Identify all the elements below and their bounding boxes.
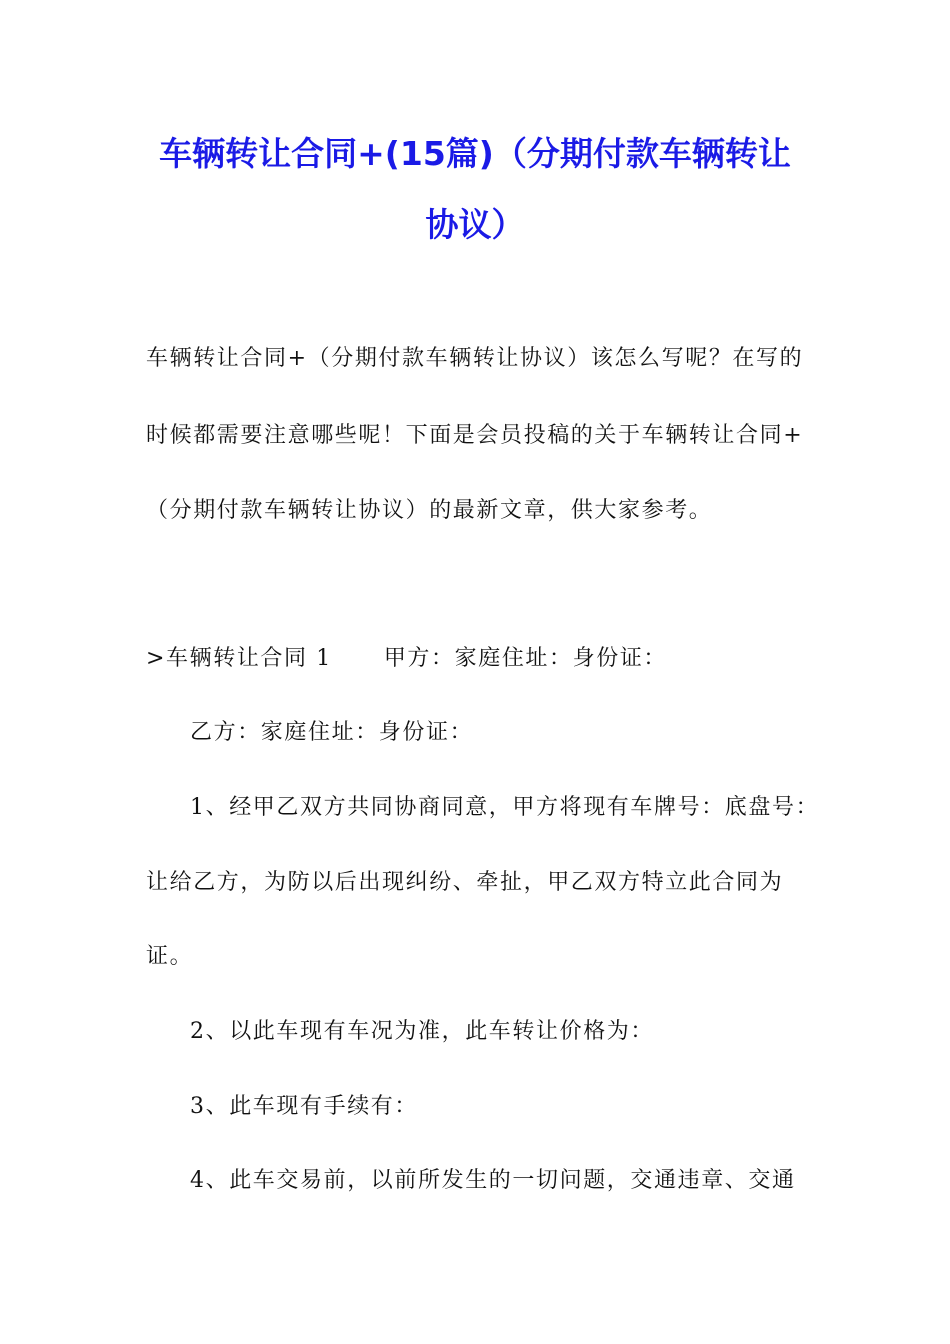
document-title-line1: 车辆转让合同+(15篇)（分期付款车辆转让 — [159, 134, 791, 173]
clause1-line2: 让给乙方，为防以后出现纠纷、牵扯，甲乙双方特立此合同为 — [146, 870, 784, 895]
intro-line2: 时候都需要注意哪些呢！下面是会员投稿的关于车辆转让合同+ — [146, 423, 804, 448]
party-a-line: 甲方：家庭住址：身份证： — [383, 646, 668, 671]
clause3-line: 3、此车现有手续有： — [190, 1094, 418, 1119]
intro-line3: （分期付款车辆转让协议）的最新文章，供大家参考。 — [146, 498, 713, 523]
section-heading: >车辆转让合同 1 — [146, 646, 332, 671]
clause4-line: 4、此车交易前，以前所发生的一切问题，交通违章、交通 — [190, 1168, 796, 1193]
clause1-line3: 证。 — [146, 944, 194, 969]
clause2-line: 2、以此车现有车况为准，此车转让价格为： — [190, 1019, 654, 1044]
clause1-line1: 1、经甲乙双方共同协商同意，甲方将现有车牌号：底盘号： — [190, 795, 820, 820]
party-b-line: 乙方：家庭住址：身份证： — [190, 720, 474, 745]
intro-line1: 车辆转让合同+（分期付款车辆转让协议）该怎么写呢？在写的 — [146, 346, 804, 371]
section-row — [146, 648, 667, 670]
document-title-line2: 协议） — [425, 205, 525, 244]
